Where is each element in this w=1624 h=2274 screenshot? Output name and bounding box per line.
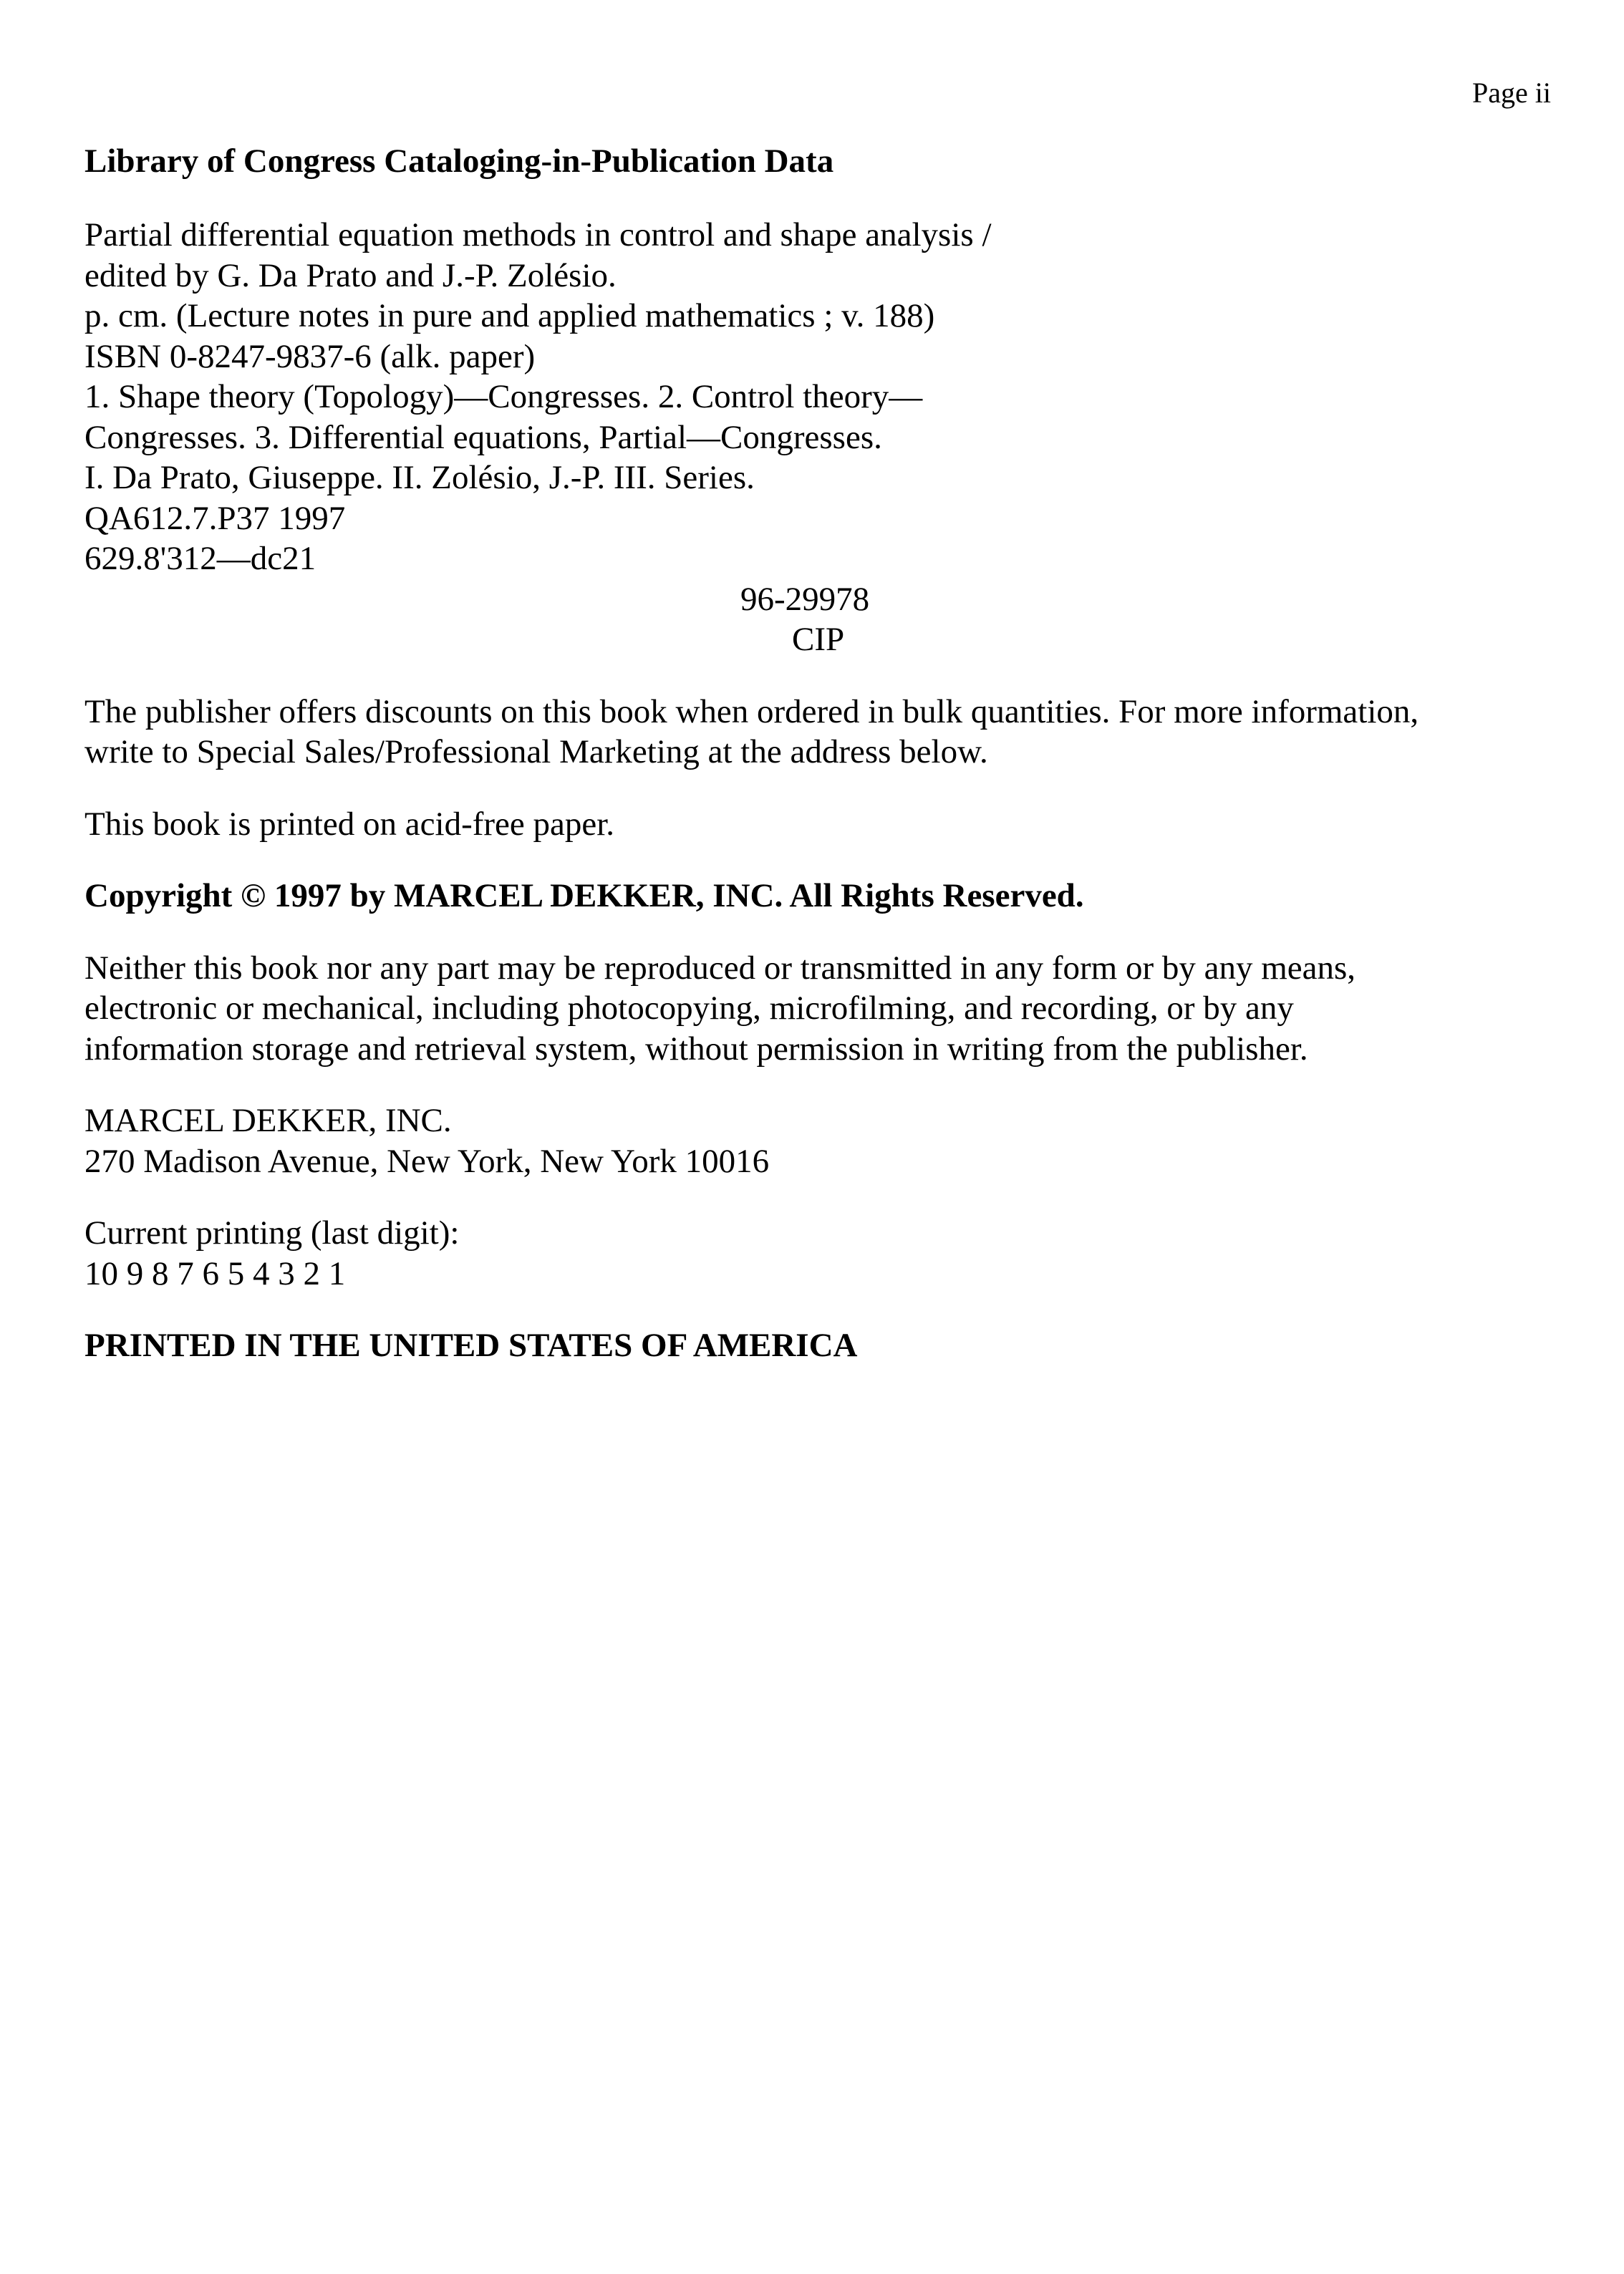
cip-line: edited by G. Da Prato and J.-P. Zolésio. <box>84 256 617 294</box>
cip-line: p. cm. (Lecture notes in pure and applied mathematics ; v. 188) <box>84 297 935 334</box>
country-notice: PRINTED IN THE UNITED STATES OF AMERICA <box>84 1327 858 1364</box>
publisher-name: MARCEL DEKKER, INC. <box>84 1102 452 1139</box>
paper-notice: This book is printed on acid-free paper. <box>84 805 615 843</box>
cip-line: Congresses. 3. Differential equations, Partial—Congresses. <box>84 418 882 456</box>
country-of-printing <box>84 1325 1552 1366</box>
cip-line: ISBN 0-8247-9837-6 (alk. paper) <box>84 337 536 375</box>
cip-numbers <box>84 579 1552 660</box>
copyright-text: Copyright © 1997 by MARCEL DEKKER, INC. All Rights Reserved. <box>84 877 1084 914</box>
bulk-sales-notice <box>84 692 1552 773</box>
cip-line: I. Da Prato, Giuseppe. II. Zolésio, J.-P. III. Series. <box>84 459 755 496</box>
bulk-notice-line: The publisher offers discounts on this book when ordered in bulk quantities. For more information, <box>84 692 1419 730</box>
bulk-notice-line: write to Special Sales/Professional Marketing at the address below. <box>84 733 988 770</box>
printing-line <box>84 1213 1552 1294</box>
rights-line: information storage and retrieval system, without permission in writing from the publisher. <box>84 1030 1308 1068</box>
cip-line: QA612.7.P37 1997 <box>84 499 346 537</box>
cip-line: 1. Shape theory (Topology)—Congresses. 2. Control theory— <box>84 378 923 415</box>
copyright-line <box>84 876 1552 916</box>
rights-line: electronic or mechanical, including photocopying, microfilming, and recording, or by any <box>84 990 1294 1027</box>
cip-heading: Library of Congress Cataloging-in-Publication Data <box>84 142 834 180</box>
acid-free-notice <box>84 804 1552 845</box>
cip-tag: CIP <box>792 621 845 658</box>
page-content <box>84 140 1552 1398</box>
printing-label: Current printing (last digit): <box>84 1214 460 1252</box>
rights-notice <box>84 948 1552 1070</box>
printing-digits: 10 9 8 7 6 5 4 3 2 1 <box>84 1254 346 1292</box>
page-number: Page ii <box>1472 77 1551 109</box>
cip-line: Partial differential equation methods in control and shape analysis / <box>84 216 992 253</box>
publisher-street: 270 Madison Avenue, New York, New York 10016 <box>84 1142 770 1180</box>
cip-line: 629.8'312—dc21 <box>84 540 316 577</box>
cip-record <box>84 215 1552 660</box>
lccn-number: 96-29978 <box>740 580 870 618</box>
publisher-address <box>84 1100 1552 1181</box>
rights-line: Neither this book nor any part may be reproduced or transmitted in any form or by any means, <box>84 949 1356 987</box>
